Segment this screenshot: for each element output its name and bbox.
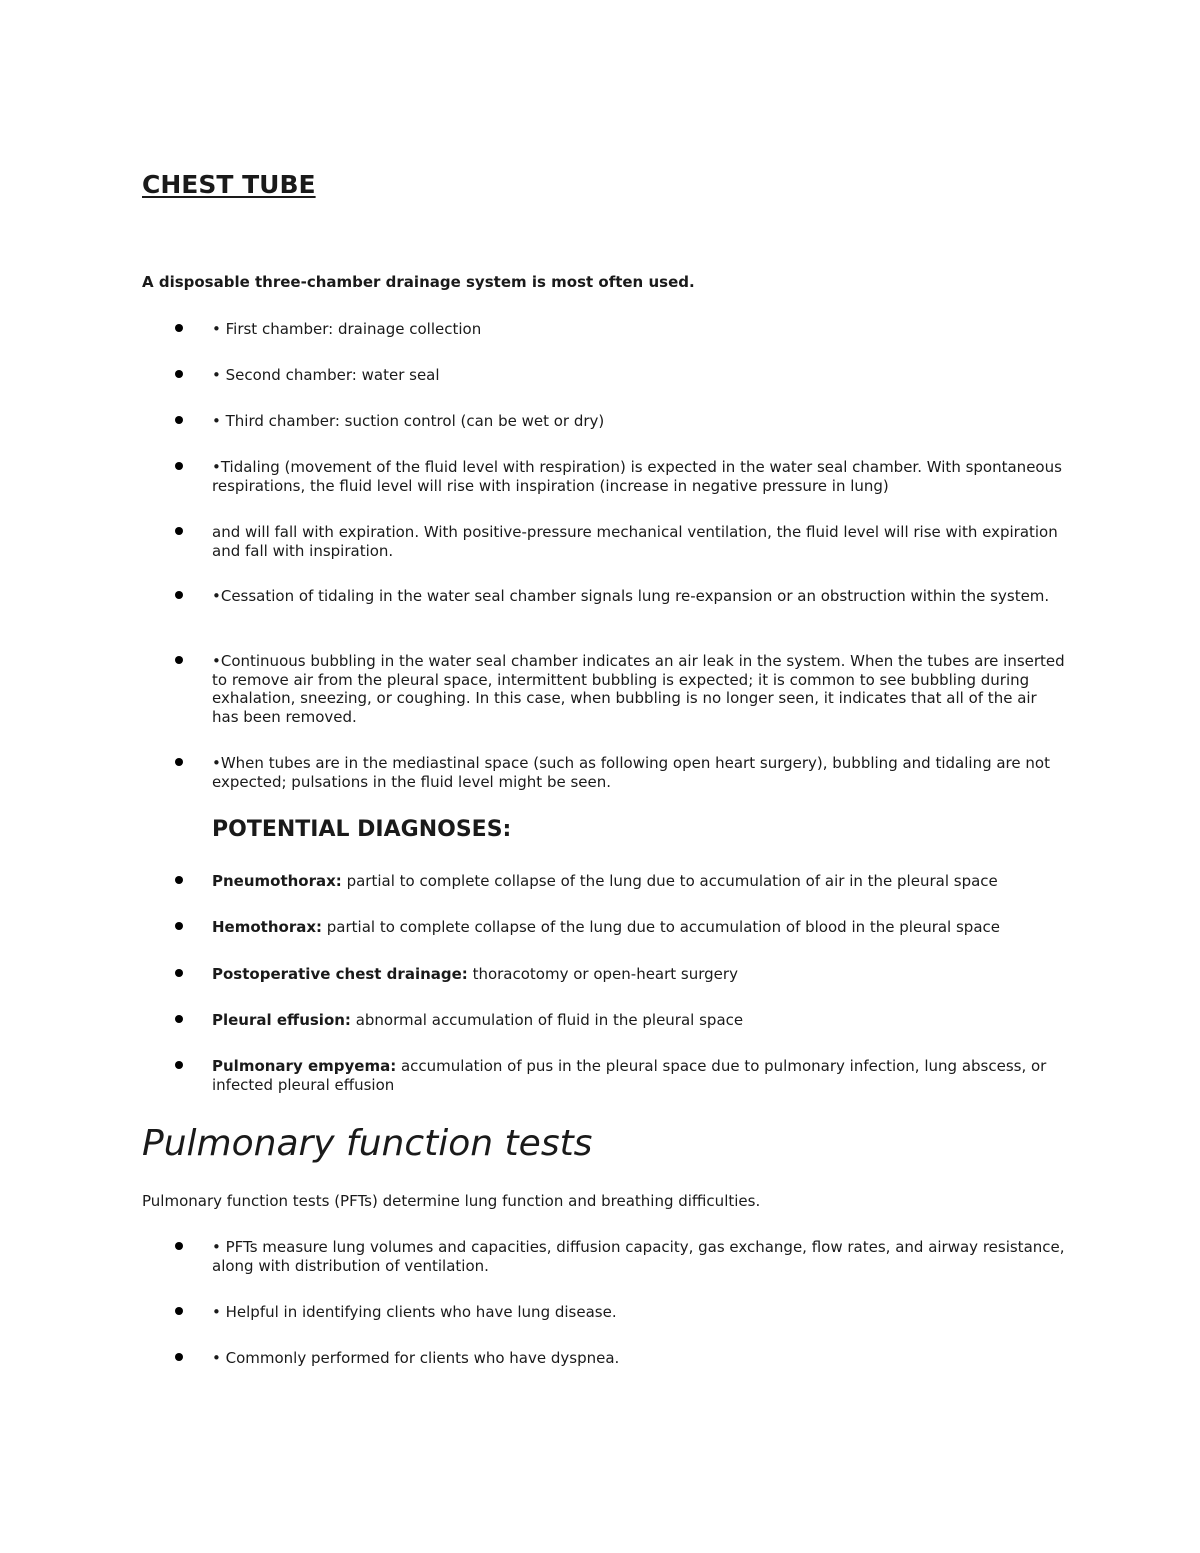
intro-statement: A disposable three-chamber drainage system is most often used. [142, 273, 695, 291]
bullet-icon [175, 922, 183, 930]
list-item-text [212, 1057, 1067, 1094]
diagnosis-desc: accumulation of pus in the pleural space due to pulmonary infection, lung abscess, or infected pleural effusion [212, 1057, 1052, 1094]
diagnosis-term: Hemothorax: [212, 918, 323, 936]
list-item-text: •When tubes are in the mediastinal space (such as following open heart surgery), bubbling and tidaling are not expected; pulsations in the fluid level might be seen. [212, 754, 1055, 791]
bullet-icon [175, 1353, 183, 1361]
bullet-icon [175, 416, 183, 424]
diagnoses-heading: POTENTIAL DIAGNOSES: [212, 817, 512, 842]
diagnosis-desc: partial to complete collapse of the lung due to accumulation of blood in the pleural space [322, 918, 1000, 936]
diagnosis-term: Pleural effusion: [212, 1011, 351, 1029]
bullet-icon [175, 758, 183, 766]
pft-intro: Pulmonary function tests (PFTs) determine lung function and breathing difficulties. [142, 1192, 761, 1210]
list-item-text: •Cessation of tidaling in the water seal chamber signals lung re-expansion or an obstruction within the system. [212, 587, 1050, 605]
list-item-text: and will fall with expiration. With positive-pressure mechanical ventilation, the fluid level will rise with expiration and fall with inspiration. [212, 523, 1063, 560]
bullet-icon [175, 527, 183, 535]
diagnosis-desc: thoracotomy or open-heart surgery [467, 965, 738, 983]
list-item-text [212, 965, 1067, 984]
bullet-icon [175, 1015, 183, 1023]
bullet-icon [175, 370, 183, 378]
list-item-text: • Second chamber: water seal [212, 366, 440, 384]
diagnosis-term: Pulmonary empyema: [212, 1057, 397, 1075]
bullet-icon [175, 656, 183, 664]
diagnosis-term: Postoperative chest drainage: [212, 965, 468, 983]
list-item-text [212, 1011, 1067, 1030]
bullet-icon [175, 591, 183, 599]
list-item-text: •Continuous bubbling in the water seal chamber indicates an air leak in the system. When the tubes are inserted to remove air from the pleural space, intermittent bubbling is expected; it is common to see bubbling during exhalation, sneezing, or coughing. In this case, when bubbling is no longer seen, it indicates that all of the air has been removed. [212, 652, 1070, 726]
list-item-text: • First chamber: drainage collection [212, 320, 482, 338]
list-item-text: • Commonly performed for clients who have dyspnea. [212, 1349, 620, 1367]
bullet-icon [175, 1242, 183, 1250]
diagnosis-desc: abnormal accumulation of fluid in the pleural space [350, 1011, 744, 1029]
pft-heading: Pulmonary function tests [142, 1123, 593, 1164]
document-title: CHEST TUBE [142, 170, 316, 199]
diagnosis-desc: partial to complete collapse of the lung due to accumulation of air in the pleural space [341, 872, 998, 890]
bullet-icon [175, 1307, 183, 1315]
list-item-text: • Helpful in identifying clients who have lung disease. [212, 1303, 617, 1321]
list-item-text [212, 918, 1067, 937]
diagnosis-term: Pneumothorax: [212, 872, 342, 890]
bullet-icon [175, 1061, 183, 1069]
bullet-icon [175, 969, 183, 977]
list-item-text: • PFTs measure lung volumes and capacities, diffusion capacity, gas exchange, flow rates, and airway resistance, along with distribution of ventilation. [212, 1238, 1070, 1275]
list-item-text: •Tidaling (movement of the fluid level with respiration) is expected in the water seal chamber. With spontaneous respirations, the fluid level will rise with inspiration (increase in negative pressure in lung) [212, 458, 1067, 495]
list-item-text [212, 872, 1067, 891]
list-item-text: • Third chamber: suction control (can be wet or dry) [212, 412, 605, 430]
bullet-icon [175, 324, 183, 332]
bullet-icon [175, 462, 183, 470]
bullet-icon [175, 876, 183, 884]
